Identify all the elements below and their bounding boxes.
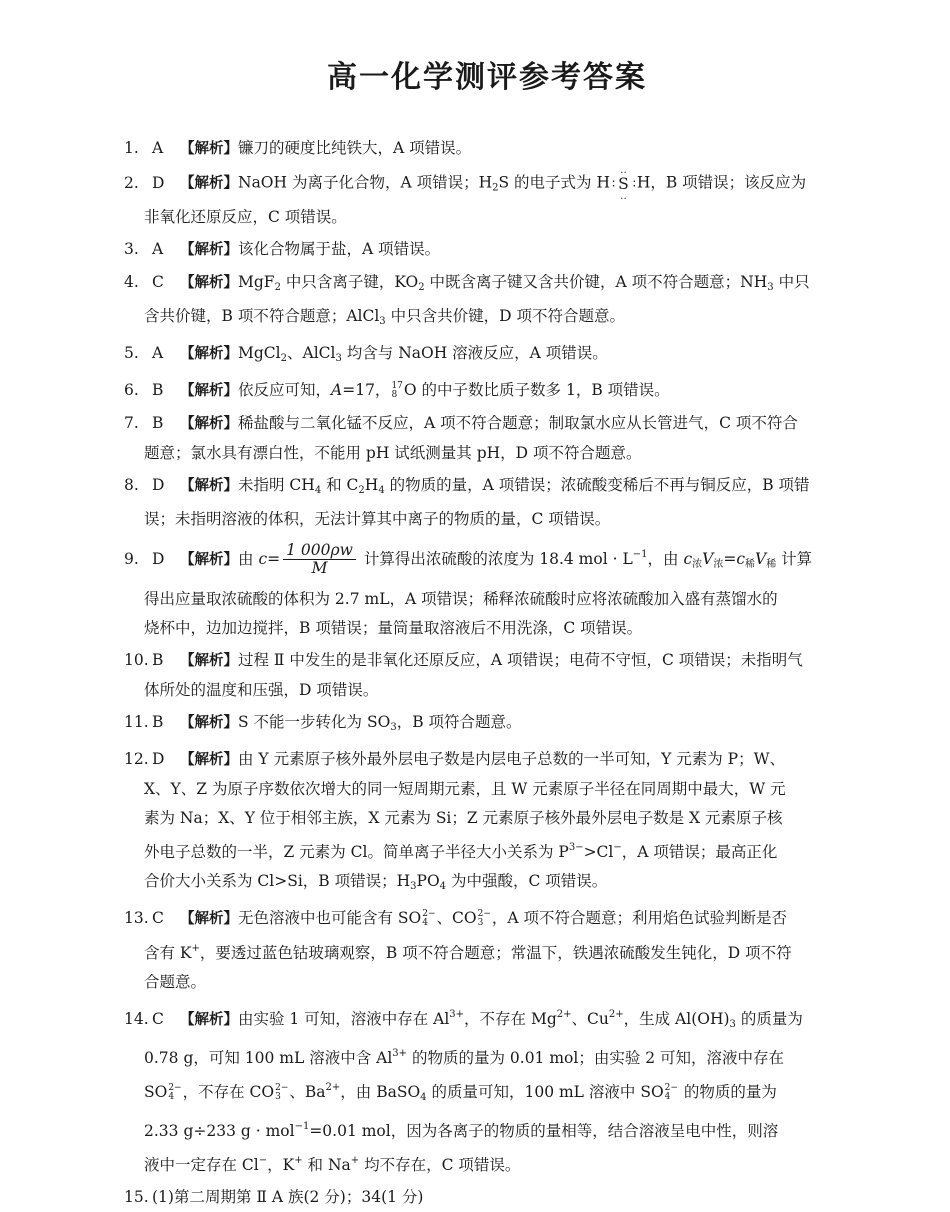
subscript: 3 [767, 281, 774, 293]
subscript: 稀 [766, 558, 777, 570]
superscript: 3+ [449, 1008, 465, 1020]
analysis-text: ，A 项错误；最高正化 [621, 842, 778, 861]
analysis-text: 的物质的量为 [678, 1082, 777, 1101]
subscript: 3 [410, 880, 417, 892]
analysis-text: (1)第二周期第 Ⅱ A 族(2 分)；34(1 分) [152, 1187, 424, 1206]
analysis-text: 非氧化还原反应，C 项错误。 [144, 207, 347, 226]
mass-number-symbol: A [331, 380, 343, 399]
ion-charge-stack: 2− 4 [168, 1082, 182, 1102]
equals-sign: = [267, 549, 281, 568]
subscript: 4 [420, 1091, 427, 1103]
question-number: 12. [124, 749, 149, 768]
analysis-text: 均含与 NaOH 溶液反应，A 项错误。 [341, 343, 608, 362]
question-number: 5. [124, 343, 139, 362]
superscript: − [613, 841, 622, 853]
question-number: 8. [124, 475, 139, 494]
analysis-text: 、CO [436, 908, 477, 927]
analysis-text: 无色溶液中也可能含有 SO [238, 908, 422, 927]
analysis-text: 和 C [321, 475, 359, 494]
analysis-tag: 【解析】 [180, 551, 238, 568]
analysis-text: NaOH 为离子化合物，A 项错误；H [238, 173, 493, 192]
analysis-text: ，生成 Al(OH) [623, 1009, 730, 1028]
analysis-text: O 的中子数比质子数多 1，B 项错误。 [403, 380, 670, 399]
analysis-text: H，B 项错误；该反应为 [636, 173, 807, 192]
question-number: 3. [124, 239, 139, 258]
analysis-text: S 的电子式为 H [498, 173, 610, 192]
answer-letter: D [152, 749, 165, 768]
question-number: 7. [124, 413, 139, 432]
fraction-denominator: M [311, 559, 328, 577]
answer-item-12 [124, 745, 850, 901]
analysis-text: SO [144, 1082, 168, 1101]
superscript: −1 [632, 548, 648, 560]
subscript: 2 [492, 182, 499, 194]
subscript: 稀 [745, 558, 756, 570]
subscript: 4 [314, 484, 322, 496]
question-number: 4. [124, 272, 139, 291]
page-title: 高一化学测评参考答案 [327, 60, 647, 95]
fraction-numerator: 1 000ρw [283, 542, 356, 560]
analysis-text: =0.01 mol，因为各离子的物质的量相等，结合溶液呈电中性，则溶 [309, 1121, 779, 1140]
analysis-tag: 【解析】 [180, 415, 238, 432]
answer-item-9 [124, 540, 850, 643]
question-number: 2. [124, 173, 139, 192]
analysis-text: PO [416, 871, 440, 890]
answer-letter: D [152, 173, 165, 192]
analysis-text: 的物质的量为 0.01 mol；由实验 2 可知，溶液中存在 [407, 1048, 785, 1067]
analysis-text: 的质量可知，100 mL 溶液中 SO [426, 1082, 664, 1101]
answer-item-1 [124, 134, 850, 164]
answer-letter: A [152, 239, 164, 258]
analysis-tag: 【解析】 [180, 141, 238, 157]
analysis-text: 的质量为 [735, 1009, 803, 1028]
answer-item-11 [124, 708, 850, 742]
subscript: 4 [378, 484, 385, 496]
analysis-text: 的物质的量，A 项错误；浓硫酸变稀后不再与铜反应，B 项错 [384, 475, 810, 494]
subscript: 2 [280, 352, 287, 364]
analysis-text: =17， [342, 380, 391, 399]
superscript: 2+ [608, 1008, 624, 1020]
analysis-text: 该化合物属于盐，A 项错误。 [238, 239, 441, 258]
analysis-text: 烧杯中，边加边搅拌，B 项错误；量筒量取溶液后不用洗涤，C 项错误。 [144, 618, 643, 637]
analysis-tag: 【解析】 [180, 274, 238, 291]
answer-letter: B [152, 380, 164, 399]
analysis-text: 外电子总数的一半，Z 元素为 Cl。简单离子半径大小关系为 P [144, 842, 569, 861]
ion-charge-stack: 2− 4 [664, 1082, 678, 1102]
analysis-tag: 【解析】 [180, 751, 238, 768]
answer-item-6 [124, 376, 850, 406]
analysis-text: MgCl [238, 343, 281, 362]
analysis-text: ，B 项符合题意。 [396, 712, 522, 731]
question-number: 1. [124, 139, 139, 157]
equals-sign: = [723, 549, 737, 568]
analysis-tag: 【解析】 [180, 477, 238, 494]
answer-letter: B [152, 650, 164, 669]
subscript: 3 [729, 1018, 736, 1030]
analysis-text: 得出应量取浓硫酸的体积为 2.7 mL，A 项错误；稀释浓硫酸时应将浓硫酸加入盛有蒸馏水的 [144, 589, 778, 608]
analysis-text: 液中一定存在 Cl [144, 1155, 259, 1174]
analysis-text: 为中强酸，C 项错误。 [446, 871, 608, 890]
analysis-text: 计算 [776, 549, 813, 568]
electron-pair-dots: ∶ [632, 176, 635, 191]
analysis-text: 、Ba [289, 1082, 326, 1101]
subscript: 浓 [713, 558, 724, 570]
analysis-text: 中既含离子键又含共价键，A 项不符合题意；NH [424, 272, 768, 291]
analysis-text: 中只含离子键，KO [280, 272, 419, 291]
superscript: 3− [568, 841, 584, 853]
answer-item-10 [124, 646, 850, 705]
answer-letter: C [152, 272, 164, 291]
superscript: + [294, 1154, 303, 1166]
subscript: 4 [439, 880, 447, 892]
answer-item-13 [124, 904, 850, 997]
analysis-text: ，要透过蓝色钴玻璃观察，B 项不符合题意；常温下，铁遇浓硫酸发生钝化，D 项不符 [199, 943, 792, 962]
subscript: 2 [274, 281, 281, 293]
analysis-text: 中只含共价键，D 项不符合题意。 [385, 306, 625, 325]
electron-pair-dots: ∶ [611, 176, 615, 191]
subscript: 浓 [692, 558, 703, 570]
analysis-text: ，不存在 Mg [464, 1009, 557, 1028]
volume-symbol: V [755, 549, 767, 568]
analysis-text: 由 [238, 549, 259, 568]
analysis-tag: 【解析】 [180, 1011, 238, 1028]
analysis-text: 0.78 g，可知 100 mL 溶液中含 Al [144, 1048, 393, 1067]
superscript: 2+ [325, 1081, 341, 1093]
superscript: + [350, 1154, 360, 1166]
analysis-tag: 【解析】 [180, 241, 238, 258]
analysis-text: 2.33 g÷233 g · mol [144, 1121, 295, 1140]
answer-item-4 [124, 268, 850, 336]
superscript: 2+ [556, 1008, 572, 1020]
analysis-text: 合价大小关系为 Cl>Si，B 项错误；H [144, 871, 411, 890]
concentration-symbol: c [736, 549, 746, 568]
answer-letter: A [152, 139, 164, 157]
analysis-text: 含有 K [144, 943, 192, 962]
superscript: −1 [294, 1120, 310, 1132]
analysis-text: >Cl [583, 842, 614, 861]
analysis-text: X、Y、Z 为原子序数依次增大的同一短周期元素，且 W 元素原子半径在同周期中最大，W 元 [144, 779, 786, 798]
answer-letter: D [152, 549, 165, 568]
answer-letter: B [152, 413, 164, 432]
analysis-text: ，不存在 CO [182, 1082, 275, 1101]
subscript: 3 [335, 352, 342, 364]
ion-charge-stack: 2− 4 [422, 908, 436, 928]
sulfur-atom: ‥ S ‥ [618, 165, 629, 202]
analysis-text: 计算得出浓硫酸的浓度为 18.4 mol · L [358, 549, 633, 568]
analysis-text: S 不能一步转化为 SO [238, 712, 391, 731]
analysis-tag: 【解析】 [180, 175, 238, 192]
analysis-text: ，A 项不符合题意；利用焰色试验判断是否 [491, 908, 788, 927]
analysis-text: ，由 [647, 549, 684, 568]
subscript: 2 [358, 484, 365, 496]
analysis-text: 、Cu [571, 1009, 609, 1028]
question-number: 11. [124, 712, 149, 731]
question-number: 14. [124, 1009, 149, 1028]
answer-item-14 [124, 1000, 850, 1180]
analysis-text: 和 Na [302, 1155, 351, 1174]
analysis-text: 由实验 1 可知，溶液中存在 Al [238, 1009, 450, 1028]
question-number: 13. [124, 908, 149, 927]
analysis-text: 误；未指明溶液的体积，无法计算其中离子的物质的量，C 项错误。 [144, 509, 611, 528]
concentration-symbol: c [683, 549, 693, 568]
answer-item-7 [124, 409, 850, 468]
concentration-formula-fraction [283, 542, 356, 577]
answer-item-8 [124, 471, 850, 534]
analysis-text: 未指明 CH [238, 475, 315, 494]
answer-item-15 [124, 1183, 850, 1212]
analysis-text: 含共价键，B 项不符合题意；AlCl [144, 306, 380, 325]
analysis-text: 镰刀的硬度比纯铁大，A 项错误。 [238, 139, 472, 157]
ion-charge-stack: 2− 3 [275, 1082, 289, 1102]
question-number: 15. [124, 1187, 149, 1206]
subscript: 2 [418, 281, 425, 293]
answer-letter: D [152, 475, 165, 494]
superscript: 3+ [392, 1047, 408, 1059]
analysis-text: 均不存在，C 项错误。 [359, 1155, 521, 1174]
analysis-text: H [364, 475, 379, 494]
question-number: 10. [124, 650, 149, 669]
answer-item-3 [124, 235, 850, 265]
answer-letter: C [152, 1009, 164, 1028]
analysis-text: 由 Y 元素原子核外最外层电子数是内层电子总数的一半可知，Y 元素为 P；W、 [238, 749, 786, 768]
analysis-text: 体所处的温度和压强，D 项错误。 [144, 680, 379, 699]
volume-symbol: V [702, 549, 714, 568]
analysis-text: 、AlCl [287, 343, 336, 362]
analysis-tag: 【解析】 [180, 345, 238, 362]
subscript: 3 [379, 315, 386, 327]
analysis-tag: 【解析】 [180, 910, 238, 927]
analysis-text: 素为 Na；X、Y 位于相邻主族，X 元素为 Si；Z 元素原子核外最外层电子数是 X 元素原子核 [144, 808, 783, 827]
analysis-text: 稀盐酸与二氧化锰不反应，A 项不符合题意；制取氯水应从长管进气，C 项不符合 [238, 413, 798, 432]
question-number: 6. [124, 380, 139, 399]
superscript: − [258, 1154, 268, 1166]
superscript: + [191, 942, 200, 954]
analysis-text: MgF [238, 272, 275, 291]
subscript: 3 [390, 721, 397, 733]
analysis-text: 依反应可知， [238, 380, 332, 399]
nuclide-notation: 17 8 [391, 380, 403, 400]
analysis-text: 合题意。 [144, 972, 207, 991]
concentration-symbol: c [258, 549, 268, 568]
analysis-text: ，K [267, 1155, 295, 1174]
answer-item-5 [124, 339, 850, 373]
analysis-tag: 【解析】 [180, 382, 238, 399]
analysis-text: ，由 BaSO [340, 1082, 421, 1101]
answer-letter: A [152, 343, 164, 362]
analysis-text: 中只 [773, 272, 810, 291]
analysis-tag: 【解析】 [180, 652, 238, 669]
analysis-text: 题意；氯水具有漂白性，不能用 pH 试纸测量其 pH，D 项不符合题意。 [144, 443, 642, 462]
analysis-tag: 【解析】 [180, 714, 238, 731]
answer-item-2 [124, 167, 850, 232]
question-number: 9. [124, 549, 139, 568]
analysis-text: 过程 Ⅱ 中发生的是非氧化还原反应，A 项错误；电荷不守恒，C 项错误；未指明气 [238, 650, 803, 669]
electron-formula [612, 167, 635, 201]
ion-charge-stack: 2− 3 [477, 908, 491, 928]
answer-letter: C [152, 908, 164, 927]
answer-letter: B [152, 712, 164, 731]
